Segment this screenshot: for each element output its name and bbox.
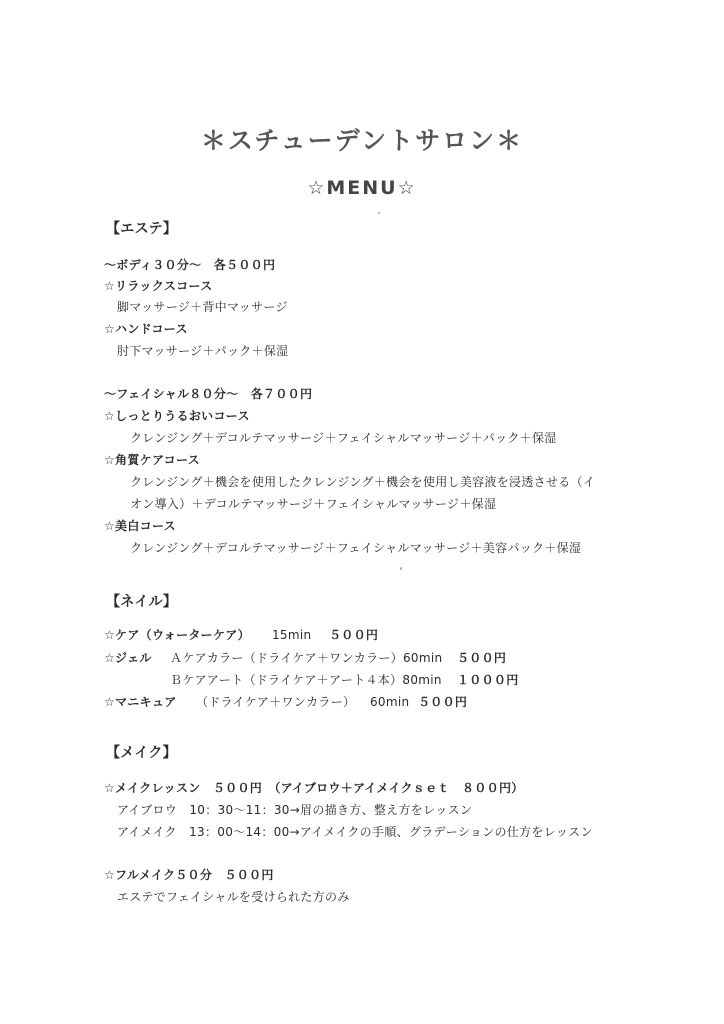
keratin-course-name: ☆角質ケアコース (104, 453, 200, 467)
nail-care-price: ５００円 (329, 628, 379, 642)
section-heading-nail: 【ネイル】 (106, 594, 178, 610)
nail-gel-a-price: ５００円 (457, 651, 507, 665)
relax-course-name: ☆リラックスコース (104, 279, 213, 293)
nail-care-time: 15min (272, 628, 312, 642)
hand-course-name: ☆ハンドコース (104, 322, 188, 336)
moist-course-desc: クレンジング＋デコルテマッサージ＋フェイシャルマッサージ＋パック＋保湿 (130, 431, 557, 445)
make-eyemake-lesson: アイメイク 13：00～14：00→アイメイクの手順、グラデーションの仕方をレッスン (117, 825, 593, 839)
keratin-course-desc-line1: クレンジング＋機会を使用したクレンジング＋機会を使用し美容液を浸透させる（イ (130, 475, 596, 489)
nail-gel-b-desc: Ｂケアアート（ドライケア＋アート４本）80min (170, 673, 442, 687)
hand-course-desc: 肘下マッサージ＋パック＋保湿 (117, 344, 289, 358)
full-make-course: ☆フルメイク５０分 ５００円 (104, 868, 274, 882)
full-make-note: エステでフェイシャルを受けられた方のみ (117, 890, 350, 904)
make-eyebrow-lesson: アイブロウ 10：30～11：30→眉の描き方、整え方をレッスン (117, 803, 473, 817)
make-lesson: ☆メイクレッスン ５００円 （アイブロウ＋アイメイクｓｅｔ ８００円） (104, 781, 524, 795)
nail-manicure-price: ５００円 (418, 695, 468, 709)
keratin-course-desc-line2: オン導入）＋デコルテマッサージ＋フェイシャルマッサージ＋保湿 (130, 497, 497, 511)
scan-speck (378, 212, 380, 214)
menu-subtitle: ☆MENU☆ (307, 177, 417, 199)
moist-course-name: ☆しっとりうるおいコース (104, 409, 250, 423)
facial-course-header: ～フェイシャル８０分～ 各７００円 (104, 387, 313, 401)
nail-gel-b-price: １０００円 (457, 673, 519, 687)
whitening-course-name: ☆美白コース (104, 519, 176, 533)
nail-manicure-time: 60min (370, 695, 410, 709)
section-heading-make: 【メイク】 (106, 745, 177, 761)
body-course-header: ～ボディ３０分～ 各５００円 (104, 258, 276, 272)
section-heading-este: 【エステ】 (106, 221, 178, 237)
nail-gel-name: ☆ジェル (104, 651, 152, 665)
page-title: ＊スチューデントサロン＊ (200, 126, 524, 155)
nail-care-name: ☆ケア（ウォーターケア） (104, 628, 250, 642)
scan-speck (400, 567, 402, 570)
nail-gel-a-desc: Ａケアカラー（ドライケア＋ワンカラー）60min (170, 651, 443, 665)
relax-course-desc: 脚マッサージ＋背中マッサージ (117, 300, 288, 314)
nail-manicure-desc: （ドライケア＋ワンカラー） (196, 695, 356, 709)
nail-manicure-name: ☆マニキュア (104, 695, 177, 709)
whitening-course-desc: クレンジング＋デコルテマッサージ＋フェイシャルマッサージ＋美容パック＋保湿 (130, 541, 582, 555)
